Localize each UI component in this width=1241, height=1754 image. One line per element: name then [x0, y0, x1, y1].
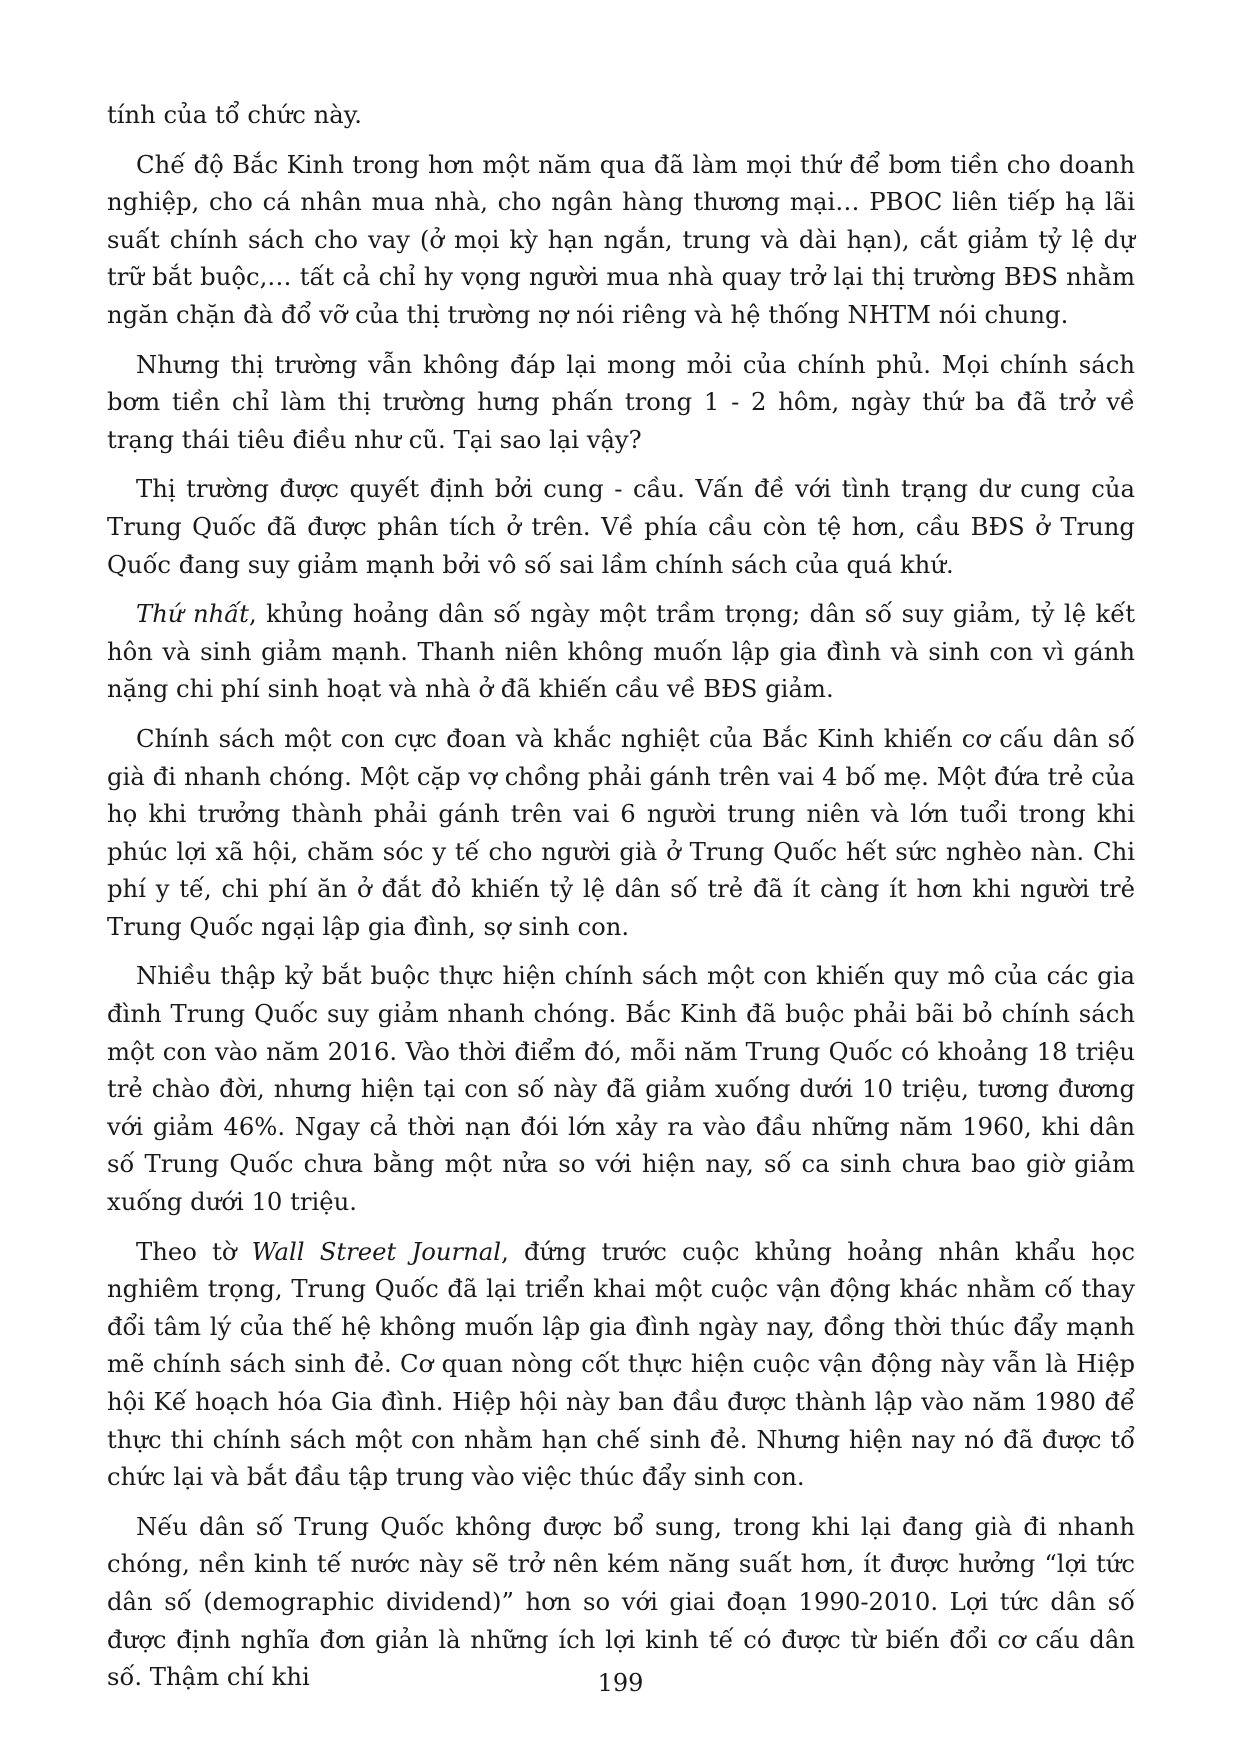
emphasis-text: Thứ nhất: [136, 599, 249, 629]
paragraph: [107, 957, 1135, 1220]
paragraph-text: , khủng hoảng dân số ngày một trầm trọng; dân số suy giảm, tỷ lệ kết hôn và sinh giảm mạnh. Thanh niên không muốn lập gia đình và sinh con vì gánh nặng chi phí sinh hoạt và nhà ở đã khiến cầu về BĐS giảm.: [107, 599, 1135, 704]
paragraph: [107, 595, 1135, 708]
page-body: [107, 96, 1135, 1708]
paragraph: [107, 346, 1135, 459]
paragraph-text: Thị trường được quyết định bởi cung - cầu. Vấn đề với tình trạng dư cung của Trung Quốc đã được phân tích ở trên. Về phía cầu còn tệ hơn, cầu BĐS ở Trung Quốc đang suy giảm mạnh bởi vô số sai lầm chính sách của quá khứ.: [107, 474, 1135, 579]
paragraph: [107, 720, 1135, 946]
paragraph-text: Nhưng thị trường vẫn không đáp lại mong mỏi của chính phủ. Mọi chính sách bơm tiền chỉ làm thị trường hưng phấn trong 1 - 2 hôm, ngày thứ ba đã trở về trạng thái tiêu điều như cũ. Tại sao lại vậy?: [107, 349, 1135, 454]
paragraph-text: Nếu dân số Trung Quốc không được bổ sung, trong khi lại đang già đi nhanh chóng, nền kinh tế nước này sẽ trở nên kém năng suất hơn, ít được hưởng “lợi tức dân số (demographic dividend)” hơn so với giai đoạn 1990-2010. Lợi tức dân số được định nghĩa đơn giản là những ích lợi kinh tế có được từ biến đổi cơ cấu dân số. Thậm chí khi: [107, 1511, 1135, 1692]
page-number: 199: [597, 1669, 644, 1697]
paragraph: [107, 1233, 1135, 1496]
paragraph: [107, 470, 1135, 583]
paragraph-text: Chính sách một con cực đoan và khắc nghiệt của Bắc Kinh khiến cơ cấu dân số già đi nhanh chóng. Một cặp vợ chồng phải gánh trên vai 4 bố mẹ. Một đứa trẻ của họ khi trưởng thành phải gánh trên vai 6 người trung niên và lớn tuổi trong khi phúc lợi xã hội, chăm sóc y tế cho người già ở Trung Quốc hết sức nghèo nàn. Chi phí y tế, chi phí ăn ở đắt đỏ khiến tỷ lệ dân số trẻ đã ít càng ít hơn khi người trẻ Trung Quốc ngại lập gia đình, sợ sinh con.: [107, 723, 1135, 941]
paragraph-text: Nhiều thập kỷ bắt buộc thực hiện chính sách một con khiến quy mô của các gia đình Trung Quốc suy giảm nhanh chóng. Bắc Kinh đã buộc phải bãi bỏ chính sách một con vào năm 2016. Vào thời điểm đó, mỗi năm Trung Quốc có khoảng 18 triệu trẻ chào đời, nhưng hiện tại con số này đã giảm xuống dưới 10 triệu, tương đương với giảm 46%. Ngay cả thời nạn đói lớn xảy ra vào đầu những năm 1960, khi dân số Trung Quốc chưa bằng một nửa so với hiện nay, số ca sinh chưa bao giờ giảm xuống dưới 10 triệu.: [107, 961, 1135, 1217]
paragraph-text: , đứng trước cuộc khủng hoảng nhân khẩu học nghiêm trọng, Trung Quốc đã lại triển khai một cuộc vận động khác nhằm cố thay đổi tâm lý của thế hệ không muốn lập gia đình ngày nay, đồng thời thúc đẩy mạnh mẽ chính sách sinh đẻ. Cơ quan nòng cốt thực hiện cuộc vận động này vẫn là Hiệp hội Kế hoạch hóa Gia đình. Hiệp hội này ban đầu được thành lập vào năm 1980 để thực thi chính sách một con nhằm hạn chế sinh đẻ. Nhưng hiện nay nó đã được tổ chức lại và bắt đầu tập trung vào việc thúc đẩy sinh con.: [107, 1236, 1136, 1492]
paragraph-text: tính của tổ chức này.: [107, 100, 362, 129]
paragraph: [107, 146, 1135, 334]
paragraph-text: Chế độ Bắc Kinh trong hơn một năm qua đã làm mọi thứ để bơm tiền cho doanh nghiệp, cho cá nhân mua nhà, cho ngân hàng thương mại… PBOC liên tiếp hạ lãi suất chính sách cho vay (ở mọi kỳ hạn ngắn, trung và dài hạn), cắt giảm tỷ lệ dự trữ bắt buộc,… tất cả chỉ hy vọng người mua nhà quay trở lại thị trường BĐS nhằm ngăn chặn đà đổ vỡ của thị trường nợ nói riêng và hệ thống NHTM nói chung.: [107, 149, 1135, 329]
paragraph-text: Theo tờ: [136, 1236, 252, 1266]
emphasis-text: Wall Street Journal: [251, 1236, 502, 1266]
paragraph: [107, 96, 1135, 134]
